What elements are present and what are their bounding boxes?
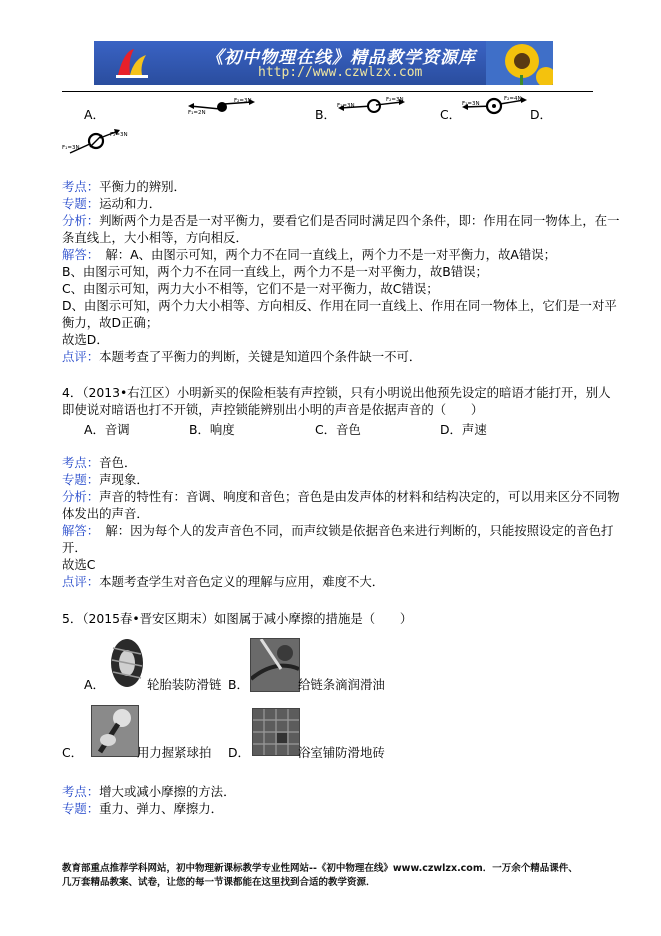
q5-option-c: C． xyxy=(62,745,84,760)
dianping-text: 本题考查了平衡力的判断，关键是知道四个条件缺一不可． xyxy=(99,349,422,364)
zhuanti-text: 声现象． xyxy=(99,472,149,487)
kaodian-text: 音色． xyxy=(99,455,137,470)
fenxi-text-1: 判断两个力是否是一对平衡力，要看它们是否同时满足四个条件，即：作用在同一物体上，在一 xyxy=(99,213,620,228)
sunflower-icon xyxy=(486,41,553,85)
q4-zhuanti xyxy=(62,471,149,488)
zhuanti-label: 专题： xyxy=(62,801,100,816)
page-footer xyxy=(62,862,602,890)
q5-caption-c: 用力握紧球拍 xyxy=(137,745,212,760)
zhuanti-text: 运动和力． xyxy=(99,196,162,211)
force-diagram-a xyxy=(186,97,258,115)
q5-kaodian xyxy=(62,783,235,800)
q3-fenxi xyxy=(62,212,620,229)
q3-dianping xyxy=(62,348,421,365)
footer-line-2: 几万套精品教案、试卷，让您的每一节课都能在这里找到合适的教学资源． xyxy=(62,877,376,888)
force-d-left: F₁=3N xyxy=(62,145,80,151)
force-b-right: F₂=3N xyxy=(386,97,404,103)
q3-option-c-label: C． xyxy=(440,107,462,122)
banner-title: 《初中物理在线》精品教学资源库 xyxy=(206,48,476,68)
force-diagram-c xyxy=(460,94,530,116)
fenxi-label: 分析： xyxy=(62,213,100,228)
q3-fenxi-2: 条直线上，大小相等，方向相反． xyxy=(62,230,248,245)
q4-stem-1: 4．（2013•右江区）小明新买的保险柜装有声控锁，只有小明说出他预先设定的暗语才能打开，别人 xyxy=(62,385,611,400)
force-a-right: F₂=3N xyxy=(234,98,252,104)
fenxi-text-1: 声音的特性有：音调、响度和音色；音色是由发声体的材料和结构决定的，可以用来区分不同物 xyxy=(99,489,620,504)
q4-stem-2: 即使说对暗语也打不开锁，声控锁能辨别出小明的声音是依据声音的（ ） xyxy=(62,402,484,417)
q4-fenxi xyxy=(62,488,620,505)
kaodian-label: 考点： xyxy=(62,179,100,194)
q3-zhuanti xyxy=(62,195,161,212)
kaodian-label: 考点： xyxy=(62,455,100,470)
q3-option-a-label: A． xyxy=(84,107,105,122)
zhuanti-text: 重力、弹力、摩擦力． xyxy=(99,801,224,816)
dianping-label: 点评： xyxy=(62,574,100,589)
force-diagram-d xyxy=(62,127,134,157)
footer-line-1: 教育部重点推荐学科网站，初中物理新课标教学专业性网站--《初中物理在线》www.czwlzx.com．一万余个精品课件、 xyxy=(62,863,578,874)
bathroom-tile-image xyxy=(252,708,300,756)
zhuanti-label: 专题： xyxy=(62,196,100,211)
q3-jieda-6: 故选D． xyxy=(62,332,109,347)
q3-jieda-5: 衡力，故D正确； xyxy=(62,315,159,330)
dianping-text: 本题考查学生对音色定义的理解与应用，难度不大． xyxy=(99,574,385,589)
q3-jieda-2: B、由图示可知，两个力不在同一直线上，两个力不是一对平衡力，故B错误； xyxy=(62,264,488,279)
force-c-left: F₁=3N xyxy=(462,101,480,107)
fenxi-label: 分析： xyxy=(62,489,100,504)
q4-option-a: A．音调 xyxy=(84,422,130,437)
header-divider xyxy=(62,91,593,92)
jieda-label: 解答： xyxy=(62,523,93,538)
q4-jieda xyxy=(62,522,613,539)
q5-option-a: A． xyxy=(84,677,105,692)
q4-option-d: D．声速 xyxy=(440,422,487,437)
q4-fenxi-2: 体发出的声音． xyxy=(62,506,149,521)
chain-oil-image xyxy=(250,638,300,692)
q4-kaodian xyxy=(62,454,136,471)
q5-option-b: B． xyxy=(228,677,249,692)
q5-caption-d: 浴室铺防滑地砖 xyxy=(298,745,385,760)
force-a-left: F₁=2N xyxy=(188,110,206,115)
banner-url: http://www.czwlzx.com xyxy=(258,65,423,80)
force-d-right: F₂=3N xyxy=(110,132,128,138)
jieda-text-1: 解：A、由图示可知，两个力不在同一直线上，两个力不是一对平衡力，故A错误； xyxy=(92,247,556,262)
force-diagram-b xyxy=(336,96,408,116)
tire-chain-image xyxy=(107,636,147,690)
jieda-text-1: 解：因为每个人的发声音色不同，而声纹锁是依据音色来进行判断的，只能按照设定的音色打 xyxy=(92,523,614,538)
q5-zhuanti xyxy=(62,800,223,817)
force-b-left: F₁=3N xyxy=(337,103,355,109)
zhuanti-label: 专题： xyxy=(62,472,100,487)
racket-grip-image xyxy=(91,705,139,757)
q4-option-c: C．音色 xyxy=(315,422,361,437)
site-logo-icon xyxy=(112,45,152,81)
kaodian-label: 考点： xyxy=(62,784,100,799)
q4-dianping xyxy=(62,573,384,590)
q5-caption-b: 给链条滴润滑油 xyxy=(298,677,385,692)
force-c-right: F₂=4N xyxy=(504,96,522,102)
q3-kaodian xyxy=(62,178,186,195)
q5-stem: 5．（2015春•晋安区期末）如图属于减小摩擦的措施是（ ） xyxy=(62,611,413,626)
dianping-label: 点评： xyxy=(62,349,100,364)
q3-jieda xyxy=(62,246,556,263)
q5-caption-a: 轮胎装防滑链 xyxy=(147,677,222,692)
kaodian-text: 增大或减小摩擦的方法． xyxy=(99,784,236,799)
q3-option-b-label: B． xyxy=(315,107,336,122)
header-banner xyxy=(94,41,553,85)
q4-jieda-3: 故选C xyxy=(62,557,96,572)
q3-jieda-4: D、由图示可知，两个力大小相等、方向相反、作用在同一直线上、作用在同一物体上，它们是一对平 xyxy=(62,298,617,313)
q4-option-b: B．响度 xyxy=(189,422,235,437)
q5-option-d: D． xyxy=(228,745,250,760)
q4-jieda-2: 开． xyxy=(62,540,87,555)
q3-option-d-label: D． xyxy=(530,107,552,122)
q3-jieda-3: C、由图示可知，两力大小不相等，它们不是一对平衡力，故C错误； xyxy=(62,281,439,296)
kaodian-text: 平衡力的辨别． xyxy=(99,179,186,194)
jieda-label: 解答： xyxy=(62,247,93,262)
